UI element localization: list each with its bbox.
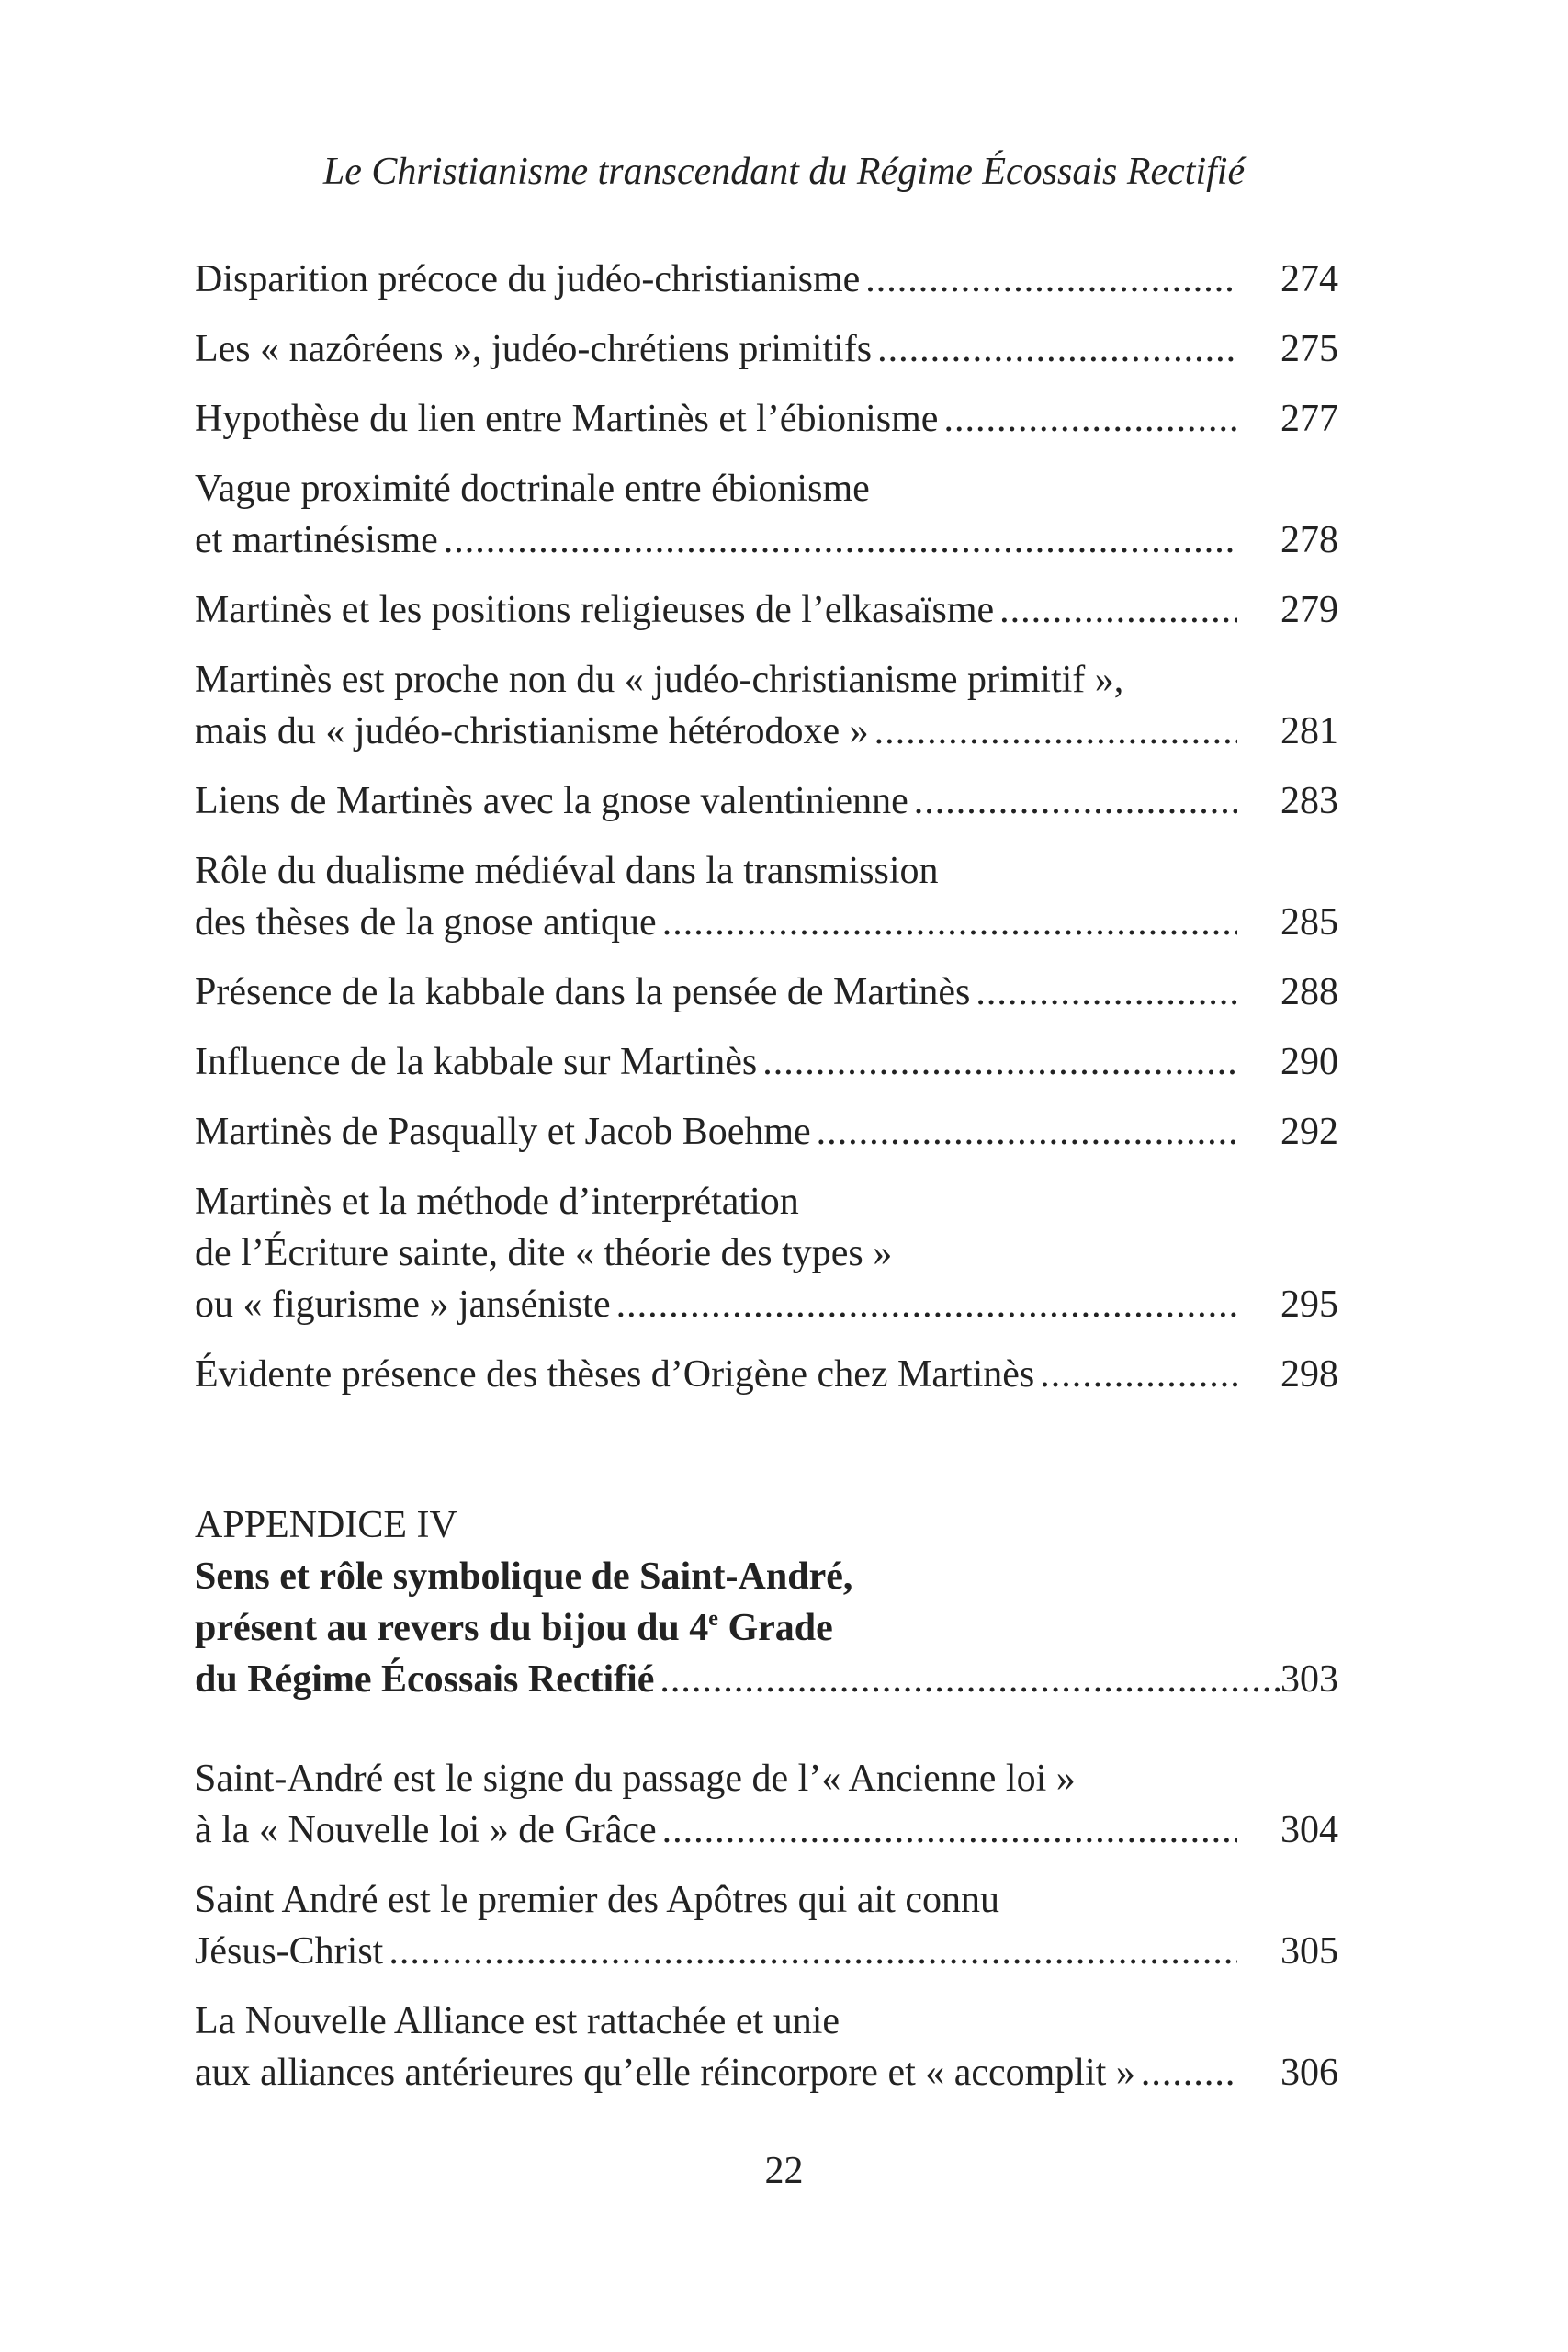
toc-page-number: 288 bbox=[1237, 967, 1338, 1018]
toc-entry-row bbox=[195, 1106, 1338, 1158]
toc-entry-title: Évidente présence des thèses d’Origène chez Martinès bbox=[195, 1353, 1040, 1396]
dot-leader bbox=[195, 393, 1237, 445]
toc-entry bbox=[195, 393, 1338, 445]
toc-page-number: 275 bbox=[1237, 323, 1338, 375]
toc-list-bottom bbox=[195, 1753, 1338, 2098]
toc-page-number: 274 bbox=[1237, 254, 1338, 305]
toc-page-number: 283 bbox=[1237, 775, 1338, 827]
toc-entry-line: Martinès est proche non du « judéo-christianisme primitif », bbox=[195, 659, 1124, 701]
toc-entry bbox=[195, 584, 1338, 636]
toc-page-number: 285 bbox=[1237, 897, 1338, 948]
table-of-contents bbox=[195, 254, 1338, 2117]
toc-entry-title: des thèses de la gnose antique bbox=[195, 901, 662, 944]
toc-page-number: 298 bbox=[1237, 1349, 1338, 1400]
dot-leader bbox=[195, 2047, 1237, 2098]
toc-entry bbox=[195, 1176, 1338, 1330]
toc-entry-row bbox=[195, 1926, 1338, 1977]
appendix-title-last-row bbox=[195, 1654, 1338, 1705]
toc-entry-title: aux alliances antérieures qu’elle réincorpore et « accomplit » bbox=[195, 2052, 1141, 2094]
toc-entry-title: Présence de la kabbale dans la pensée de Martinès bbox=[195, 971, 976, 1013]
toc-entry-row bbox=[195, 584, 1338, 636]
toc-page-number: 306 bbox=[1237, 2047, 1338, 2098]
dot-leader bbox=[195, 584, 1237, 636]
toc-entry-row bbox=[195, 393, 1338, 445]
toc-entry-title: Martinès de Pasqually et Jacob Boehme bbox=[195, 1111, 817, 1153]
toc-entry bbox=[195, 1753, 1338, 1856]
dot-leader bbox=[195, 514, 1237, 566]
toc-page-number: 278 bbox=[1237, 514, 1338, 566]
appendix-title-line-2-text: présent au revers du bijou du 4 bbox=[195, 1607, 709, 1649]
toc-entry-line: Martinès et la méthode d’interprétation bbox=[195, 1181, 799, 1223]
toc-entry-title: Les « nazôréens », judéo-chrétiens primitifs bbox=[195, 328, 877, 370]
dot-leader bbox=[195, 1106, 1237, 1158]
dot-leader bbox=[195, 967, 1237, 1018]
toc-entry-line: La Nouvelle Alliance est rattachée et unie bbox=[195, 2000, 840, 2042]
appendix-title-line-1: Sens et rôle symbolique de Saint-André, bbox=[195, 1555, 853, 1598]
dot-leader bbox=[195, 897, 1237, 948]
toc-page-number: 292 bbox=[1237, 1106, 1338, 1158]
toc-entry-line: Vague proximité doctrinale entre ébionisme bbox=[195, 468, 870, 510]
page-number: 22 bbox=[764, 2150, 804, 2192]
toc-list-top bbox=[195, 254, 1338, 1400]
toc-entry bbox=[195, 1036, 1338, 1088]
toc-entry bbox=[195, 654, 1338, 757]
toc-entry-line: Rôle du dualisme médiéval dans la transmission bbox=[195, 850, 939, 892]
appendix-page-number: 303 bbox=[1280, 1658, 1338, 1701]
toc-entry-title: mais du « judéo-christianisme hétérodoxe » bbox=[195, 710, 874, 752]
toc-page-number: 279 bbox=[1237, 584, 1338, 636]
toc-entry-line: de l’Écriture sainte, dite « théorie des types » bbox=[195, 1232, 893, 1274]
appendix-leader bbox=[195, 1654, 1280, 1705]
toc-entry bbox=[195, 967, 1338, 1018]
toc-entry-title: Influence de la kabbale sur Martinès bbox=[195, 1041, 762, 1083]
toc-entry-title: Martinès et les positions religieuses de l’elkasaïsme bbox=[195, 589, 999, 631]
toc-entry-title: Hypothèse du lien entre Martinès et l’ébionisme bbox=[195, 398, 943, 440]
appendix-title-line-3: du Régime Écossais Rectifié bbox=[195, 1658, 660, 1701]
toc-page-number: 277 bbox=[1237, 393, 1338, 445]
toc-entry bbox=[195, 775, 1338, 827]
toc-entry bbox=[195, 1874, 1338, 1977]
dot-leader bbox=[195, 775, 1237, 827]
toc-entry-line: Saint-André est le signe du passage de l’« Ancienne loi » bbox=[195, 1758, 1076, 1800]
toc-entry-title: Liens de Martinès avec la gnose valentinienne bbox=[195, 780, 914, 822]
dot-leader bbox=[195, 254, 1237, 305]
appendix-title-line-2-end: Grade bbox=[717, 1607, 833, 1649]
appendix-title-line-2 bbox=[195, 1602, 1338, 1654]
toc-entry bbox=[195, 845, 1338, 948]
running-head: Le Christianisme transcendant du Régime Écossais Rectifié bbox=[322, 151, 1246, 193]
dot-leader bbox=[195, 323, 1237, 375]
toc-entry-row bbox=[195, 897, 1338, 948]
toc-entry-title: Disparition précoce du judéo-christianisme bbox=[195, 258, 865, 300]
toc-page-number: 295 bbox=[1237, 1279, 1338, 1330]
superscript-e: e bbox=[708, 1607, 718, 1631]
toc-entry-title: Jésus-Christ bbox=[195, 1930, 389, 1973]
toc-page-number: 304 bbox=[1237, 1804, 1338, 1856]
toc-entry bbox=[195, 254, 1338, 305]
toc-entry bbox=[195, 1996, 1338, 2098]
appendix-iv-heading bbox=[195, 1499, 1338, 1705]
toc-entry-row bbox=[195, 1036, 1338, 1088]
toc-entry-row bbox=[195, 1279, 1338, 1330]
toc-page-number: 305 bbox=[1237, 1926, 1338, 1977]
toc-entry-row bbox=[195, 706, 1338, 757]
dot-leader bbox=[195, 1349, 1237, 1400]
toc-entry bbox=[195, 463, 1338, 566]
appendix-label: APPENDICE IV bbox=[195, 1504, 457, 1546]
toc-entry-line: Saint André est le premier des Apôtres qui ait connu bbox=[195, 1879, 999, 1921]
dot-leader bbox=[195, 706, 1237, 757]
dot-leader bbox=[195, 1279, 1237, 1330]
toc-entry bbox=[195, 1106, 1338, 1158]
dot-leader bbox=[195, 1926, 1237, 1977]
toc-entry-row bbox=[195, 2047, 1338, 2098]
toc-entry-title: ou « figurisme » janséniste bbox=[195, 1283, 616, 1326]
toc-entry-row bbox=[195, 514, 1338, 566]
toc-entry-row bbox=[195, 775, 1338, 827]
toc-entry bbox=[195, 1349, 1338, 1400]
dot-leader bbox=[195, 1804, 1237, 1856]
toc-entry bbox=[195, 323, 1338, 375]
toc-entry-row bbox=[195, 1804, 1338, 1856]
toc-entry-row bbox=[195, 1349, 1338, 1400]
dot-leader bbox=[195, 1036, 1237, 1088]
toc-entry-row bbox=[195, 254, 1338, 305]
toc-entry-title: à la « Nouvelle loi » de Grâce bbox=[195, 1809, 662, 1851]
toc-entry-title: et martinésisme bbox=[195, 519, 444, 561]
toc-entry-row bbox=[195, 967, 1338, 1018]
toc-page-number: 281 bbox=[1237, 706, 1338, 757]
toc-entry-row bbox=[195, 323, 1338, 375]
toc-page-number: 290 bbox=[1237, 1036, 1338, 1088]
